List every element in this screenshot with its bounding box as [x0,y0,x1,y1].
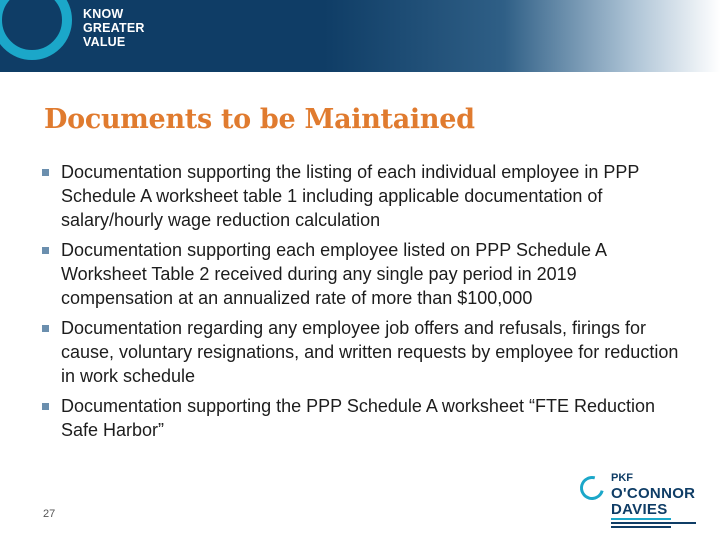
bullet-square-icon [42,247,49,254]
bullet-text: Documentation supporting the listing of each individual employee in PPP Schedule A worksheet table 1 including applicable documentation of salary/hourly wage reduction calculation [61,162,640,230]
bullet-text: Documentation supporting each employee listed on PPP Schedule A Worksheet Table 2 received during any single pay period in 2019 compensation at an annualized rate of more than $100,000 [61,240,607,308]
logo-pkf: PKF [611,472,633,484]
bullet-item [42,238,682,310]
ring-logo-icon [0,0,72,60]
tagline-line-3: VALUE [83,35,126,49]
slide-title: Documents to be Maintained [44,104,475,135]
logo-circle-icon [576,472,609,505]
header-banner [0,0,720,72]
bullet-item [42,316,682,388]
bullet-square-icon [42,325,49,332]
logo-line-1: O'CONNOR [611,485,696,502]
bullet-square-icon [42,169,49,176]
bullet-square-icon [42,403,49,410]
tagline-line-2: GREATER [83,21,145,35]
bullet-text: Documentation regarding any employee job offers and refusals, firings for cause, voluntary resignations, and written requests by employee for reduction in work schedule [61,318,679,386]
page-number: 27 [43,508,56,520]
logo-rule [611,518,671,520]
logo-fine-print [611,522,696,524]
logo-line-2: DAVIES [611,501,668,518]
bullet-list [42,160,682,448]
company-logo [580,470,710,532]
tagline-line-1: KNOW [83,7,124,21]
logo-fine-print-2 [611,526,671,528]
bullet-item [42,394,682,442]
bullet-text: Documentation supporting the PPP Schedule A worksheet “FTE Reduction Safe Harbor” [61,396,656,440]
bullet-item [42,160,682,232]
tagline [83,7,145,49]
